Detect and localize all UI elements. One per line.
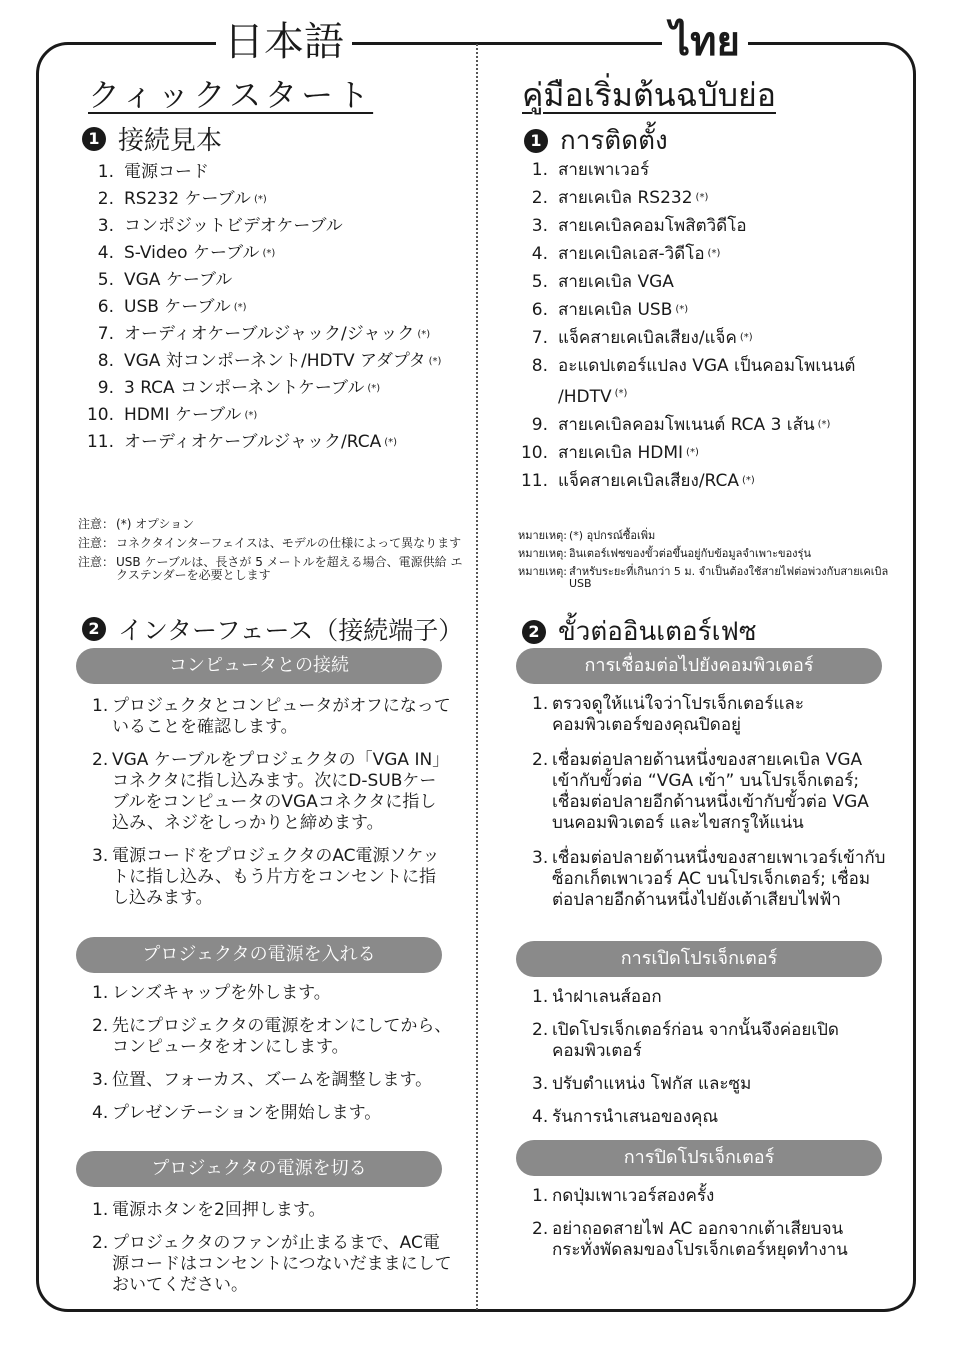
section-title: การติดตั้ง	[560, 126, 668, 156]
list-item: 3. เชื่อมต่อปลายด้านหนึ่งของสายเพาเวอร์เข้ากับซ็อกเก็ตเพาเวอร์ AC บนโปรเจ็กเตอร์; เชื่อมต่อปลายอีกด้านหนึ่งไปยังเต้าเสียบไฟฟ้า	[532, 848, 886, 910]
list-item: 3. สายเคเบิลคอมโพสิตวิดีโอ	[531, 216, 747, 236]
section-1-heading	[524, 120, 668, 161]
list-item: 4. S-Video ケーブル (*)	[97, 243, 276, 263]
list-item: 1. 電源コード	[97, 162, 209, 182]
list-item: 2. RS232 ケーブル (*)	[97, 189, 267, 209]
quick-start-title: クィックスタート	[88, 76, 374, 114]
section-2-heading	[522, 611, 757, 652]
list-item: 4. สายเคเบิลเอส-วิดีโอ (*)	[531, 244, 721, 264]
list-item: 1. กดปุ่มเพาเวอร์สองครั้ง	[532, 1186, 715, 1206]
list-item: 1. สายเพาเวอร์	[531, 160, 650, 180]
list-item: 2. อย่าถอดสายไฟ AC ออกจากเต้าเสียบจนกระทั่งพัดลมของโปรเจ็กเตอร์หยุดทำงาน	[532, 1219, 848, 1260]
column-divider	[476, 44, 478, 1310]
note: 注意： コネクタインターフェイスは、モデルの仕様によって異なります	[78, 536, 462, 550]
note: หมายเหตุ: สำหรับระยะที่เกินกว่า 5 ม. จำเป็นต้องใช้สายไฟต่อพ่วงกับสายเคเบิล USB	[518, 565, 889, 590]
connect-steps	[92, 696, 452, 909]
quick-start-title: คู่มือเริ่มต้นฉบับย่อ	[522, 76, 776, 114]
connect-steps	[532, 694, 886, 911]
connect-computer-header: การเชื่อมต่อไปยังคอมพิวเตอร์	[516, 648, 882, 684]
list-item: 8. อะแดปเตอร์แปลง VGA เป็นคอมโพเนนต์ /HDTV (*)	[531, 356, 856, 407]
list-item: 4. プレゼンテーションを開始します。	[92, 1103, 382, 1123]
list-item: 1. 電源ホタンを2回押します。	[92, 1200, 326, 1220]
list-item: 10. HDMI ケーブル (*)	[86, 405, 258, 425]
list-item: 10. สายเคเบิล HDMI (*)	[520, 443, 699, 463]
section-number-badge: 1	[82, 127, 106, 151]
list-item: 1. レンズキャップを外します。	[92, 983, 331, 1003]
power-on-steps	[532, 987, 886, 1128]
list-item: 6. USB ケーブル (*)	[97, 297, 247, 317]
note: 注意： (*) オプション	[78, 517, 195, 531]
section-number-badge: 2	[522, 620, 546, 644]
list-item: 3. 位置、フォーカス、ズームを調整します。	[92, 1070, 433, 1090]
list-item: 7. แจ็คสายเคเบิลเสียง/แจ็ค (*)	[531, 328, 753, 348]
list-item: 6. สายเคเบิล USB (*)	[531, 300, 689, 320]
power-off-steps	[92, 1200, 452, 1296]
note: หมายเหตุ: อินเตอร์เฟซของขั้วต่อขึ้นอยู่กับข้อมูลจำเพาะของรุ่น	[518, 547, 811, 560]
section-title: ขั้วต่ออินเตอร์เฟซ	[558, 617, 757, 647]
list-item: 3. コンポジットビデオケーブル	[97, 216, 343, 236]
list-item: 3. ปรับตำแหน่ง โฟกัส และซูม	[532, 1074, 752, 1094]
power-off-steps	[532, 1186, 886, 1261]
list-item: 11. แจ็คสายเคเบิลเสียง/RCA (*)	[520, 471, 755, 491]
parts-list	[516, 156, 896, 495]
section-number-badge: 1	[524, 129, 548, 153]
list-item: 2. 先にプロジェクタの電源をオンにしてから、コンピュータをオンにします。	[92, 1016, 452, 1057]
japanese-header: 日本語	[216, 16, 352, 68]
list-item: 11. オーディオケーブルジャック/RCA (*)	[86, 432, 398, 452]
list-item: 1. นำฝาเลนส์ออก	[532, 987, 662, 1007]
list-item: 2. สายเคเบิล RS232 (*)	[531, 188, 709, 208]
list-item: 2. VGA ケーブルをプロジェクタの「VGA IN」コネクタに指し込みます。次にD-SUBケーブルをコンピュータのVGAコネクタに指し込み、ネジをしっかりと締めます。	[92, 750, 450, 833]
power-off-header: การปิดโปรเจ็กเตอร์	[516, 1140, 882, 1176]
list-item: 3. 電源コードをプロジェクタのAC電源ソケットに指し込み、もう片方をコンセントに指し込みます。	[92, 846, 440, 908]
list-item: 2. เชื่อมต่อปลายด้านหนึ่งของสายเคเบิล VGA เข้ากับขั้วต่อ “VGA เข้า” บนโปรเจ็กเตอร์; เชื่อมต่อปลายอีกด้านหนึ่งเข้ากับขั้วต่อ VGA บนคอมพิวเตอร์ และไขสกรูให้แน่น	[532, 750, 869, 833]
list-item: 7. オーディオケーブルジャック/ジャック (*)	[97, 324, 431, 344]
list-item: 1. プロジェクタとコンピュータがオフになっていることを確認します。	[92, 696, 451, 737]
section-title: インターフェース（接続端子）	[118, 616, 464, 645]
list-item: 4. รันการนำเสนอของคุณ	[532, 1107, 719, 1127]
note: 注意： USB ケーブルは、長さが 5 メートルを超える場合、電源供給 エクステンダーを必要とします	[78, 555, 463, 582]
power-off-header: プロジェクタの電源を切る	[76, 1151, 442, 1187]
list-item: 2. เปิดโปรเจ็กเตอร์ก่อน จากนั้นจึงค่อยเปิดคอมพิวเตอร์	[532, 1020, 839, 1061]
list-item: 5. VGA ケーブル	[97, 270, 233, 290]
power-on-header: การเปิดโปรเจ็กเตอร์	[516, 941, 882, 977]
connect-computer-header: コンピュータとの接続	[76, 648, 442, 684]
thai-header: ไทย	[662, 16, 748, 68]
section-2-heading	[82, 611, 463, 647]
list-item: 2. プロジェクタのファンが止まるまで、AC電源コードはコンセントにつないだままにしておいてください。	[92, 1233, 452, 1295]
section-number-badge: 2	[82, 617, 106, 641]
power-on-steps	[92, 983, 452, 1124]
list-item: 9. 3 RCA コンポーネントケーブル (*)	[97, 378, 381, 398]
section-1-heading	[82, 120, 222, 157]
parts-list	[82, 159, 441, 456]
notes	[518, 530, 898, 596]
note: หมายเหตุ: (*) อุปกรณ์ซื้อเพิ่ม	[518, 529, 656, 542]
list-item: 5. สายเคเบิล VGA	[531, 272, 674, 292]
power-on-header: プロジェクタの電源を入れる	[76, 937, 442, 973]
list-item: 8. VGA 対コンポーネント/HDTV アダプタ (*)	[97, 351, 442, 371]
notes	[78, 518, 464, 588]
list-item: 9. สายเคเบิลคอมโพเนนต์ RCA 3 เส้น (*)	[531, 415, 831, 435]
list-item: 1. ตรวจดูให้แน่ใจว่าโปรเจ็กเตอร์และคอมพิวเตอร์ของคุณปิดอยู่	[532, 694, 804, 735]
section-title: 接続見本	[118, 126, 223, 156]
